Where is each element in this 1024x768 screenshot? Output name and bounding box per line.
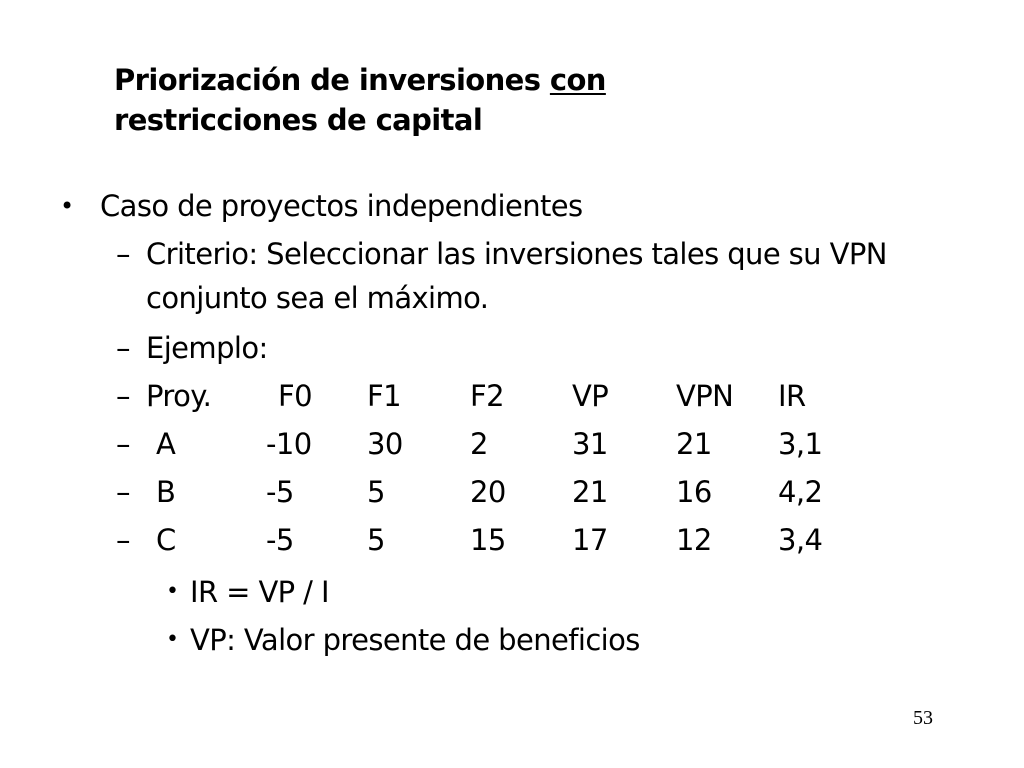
header-cell: IR xyxy=(778,379,806,413)
table-cell: -5 xyxy=(266,475,294,509)
bullet-icon: • xyxy=(166,627,179,652)
table-row xyxy=(116,424,916,464)
dash-icon: – xyxy=(116,475,130,509)
table-cell: 3,4 xyxy=(778,523,823,557)
dash-icon: – xyxy=(116,237,130,271)
title-underlined-word: con xyxy=(549,63,606,97)
table-cell: C xyxy=(156,523,176,557)
page-number: 53 xyxy=(913,707,933,729)
table-header-row xyxy=(116,376,916,416)
dash-icon: – xyxy=(116,379,130,413)
table-cell: A xyxy=(156,427,176,461)
title-line-2: restricciones de capital xyxy=(114,103,483,137)
table-cell: 4,2 xyxy=(778,475,823,509)
ejemplo-text: Ejemplo: xyxy=(146,331,268,365)
table-cell: 12 xyxy=(676,523,712,557)
criterio-line-1: Criterio: Seleccionar las inversiones tales que su VPN xyxy=(146,237,887,271)
bullet-icon: • xyxy=(60,192,74,220)
bullet-icon: • xyxy=(166,579,179,604)
header-cell: F0 xyxy=(278,379,312,413)
title-line-1 xyxy=(114,60,606,100)
table-cell: 3,1 xyxy=(778,427,823,461)
note-text: IR = VP / I xyxy=(190,575,329,609)
main-bullet-text: Caso de proyectos independientes xyxy=(100,189,583,223)
table-cell: 2 xyxy=(470,427,488,461)
table-cell: 5 xyxy=(367,475,385,509)
table-cell: 30 xyxy=(367,427,403,461)
table-cell: 5 xyxy=(367,523,385,557)
header-cell: F1 xyxy=(367,379,401,413)
note-text: VP: Valor presente de beneficios xyxy=(190,623,640,657)
header-cell: VP xyxy=(572,379,609,413)
dash-icon: – xyxy=(116,523,130,557)
criterio-line-2: conjunto sea el máximo. xyxy=(146,281,489,315)
table-cell: B xyxy=(156,475,176,509)
table-cell: 31 xyxy=(572,427,608,461)
table-cell: 21 xyxy=(572,475,608,509)
table-cell: 20 xyxy=(470,475,506,509)
table-row xyxy=(116,472,916,512)
dash-icon: – xyxy=(116,427,130,461)
title-line-1-text: Priorización de inversiones xyxy=(114,63,550,97)
table-cell: 16 xyxy=(676,475,712,509)
table-cell: -10 xyxy=(266,427,312,461)
dash-icon: – xyxy=(116,331,130,365)
table-row xyxy=(116,520,916,560)
table-cell: 15 xyxy=(470,523,506,557)
header-cell: F2 xyxy=(470,379,504,413)
slide-title xyxy=(114,60,606,140)
table-cell: 21 xyxy=(676,427,712,461)
table-cell: 17 xyxy=(572,523,608,557)
header-cell: VPN xyxy=(676,379,734,413)
header-cell: Proy. xyxy=(146,379,212,413)
table-cell: -5 xyxy=(266,523,294,557)
